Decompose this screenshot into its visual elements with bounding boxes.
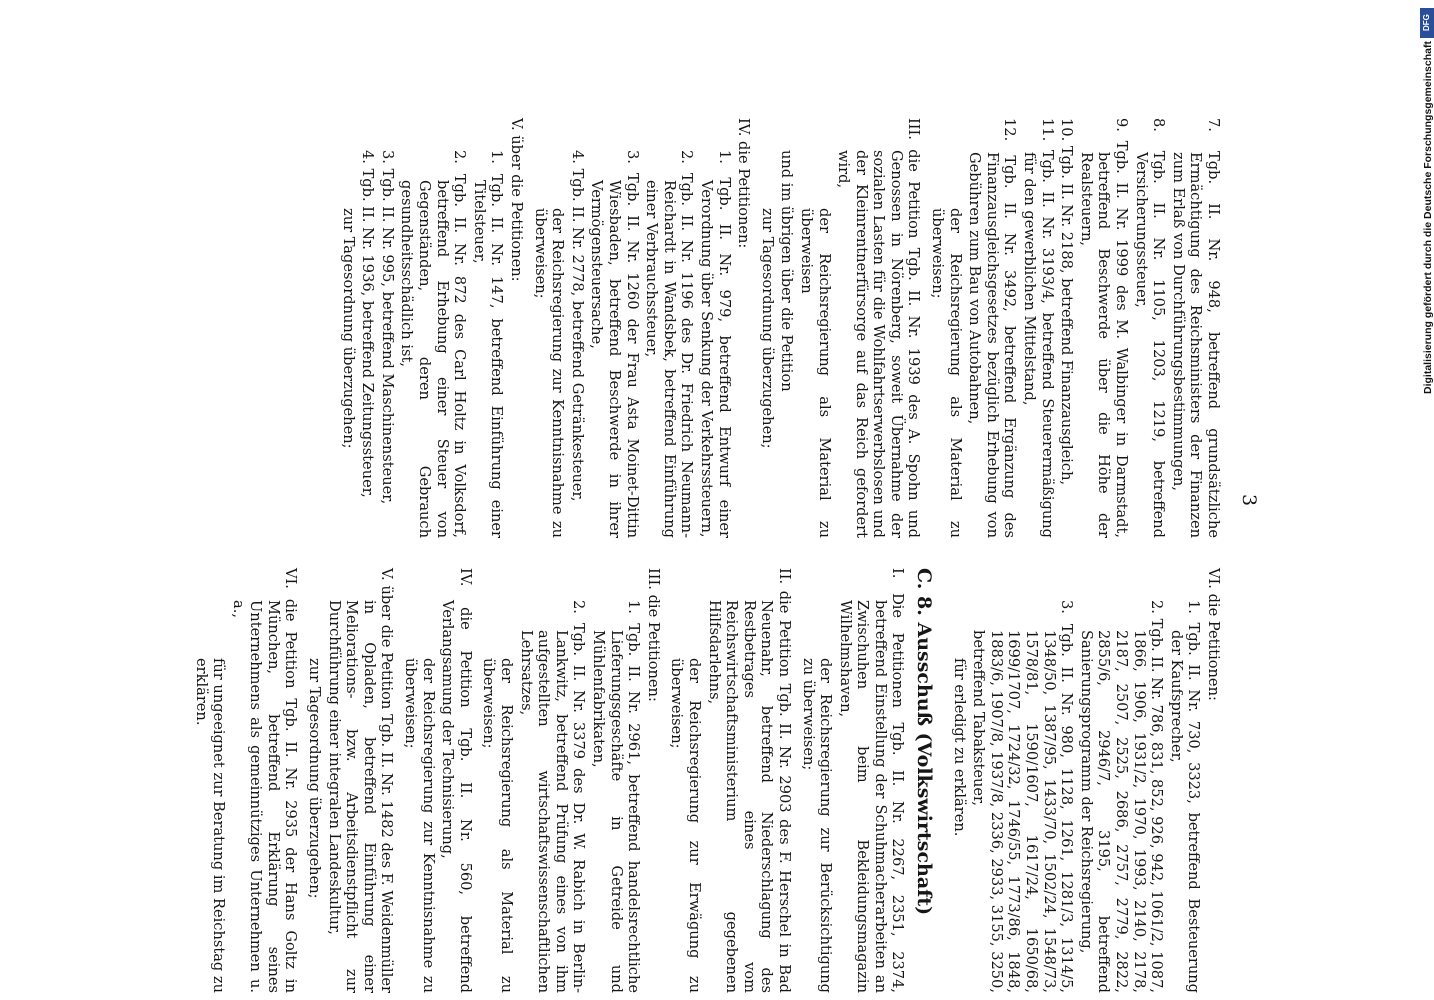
list-item: 9. Tgb. II. Nr. 1999 des M. Walbinger in Darmstadt, betreffend Beschwerde über die Höhe der Realsteuern,	[1077, 118, 1131, 539]
resolution-line: zur Tagesordnung überzugehen;	[339, 208, 357, 449]
list-item: 8. Tgb. II. Nr. 1105, 1203, 1219, betreffend Versicherungssteuer,	[1132, 118, 1168, 538]
list-item: 4. Tgb. II. Nr. 2778, betreffend Getränkesteuer,	[568, 150, 586, 502]
resolution-line: für erledigt zu erklären.	[950, 658, 968, 837]
resolution-line: für ungeeignet zur Beratung im Reichstag zu erklären.	[192, 658, 228, 993]
list-item: 2. Tgb. II. Nr. 872 des Carl Holtz in Volksdorf, betreffend Erhebung einer Steuer von Gegenständen, deren Gebrauch gesundheitsschädlich ist,	[398, 150, 469, 538]
resolution-line: zur Tagesordnung überzugehen;	[758, 208, 776, 449]
section-II: II. die Petition Tgb. II. Nr. 2903 des F. Herschel in Bad Neuenahr, betreffend Niederschlagung des Restbetrages eines vom Reichswirtschaftsministerium gegebenen Hilfsdarlehns,	[705, 568, 793, 993]
resolution-line: der Reichsregierung zur Kenntnisnahme zu überweisen;	[531, 208, 567, 538]
list-item: 1. Tgb. II. Nr. 730, 3323, betreffend Besteuerung der Kaufsprecher,	[1167, 600, 1203, 993]
section-I: I. Die Petitionen Tgb. II. Nr. 2267, 2351, 2374, betreffend Einstellung der Schuhmacherarbeiten an Zwischuhen beim Bekleidungsmagazin Wilhelmshaven,	[836, 568, 907, 994]
list-item: 7. Tgb. II. Nr. 948, betreffend grundsätzliche Ermächtigung des Reichsministers der Finanzen zum Erlaß von Durchführungsbestimmungen,	[1169, 118, 1222, 538]
right-column	[190, 568, 1222, 993]
section-IV: IV. die Petitionen:	[735, 118, 753, 249]
resolution-line: der Reichsregierung zur Erwägung zu überweisen;	[668, 658, 703, 993]
section-VI-b: VI. die Petition Tgb. II. Nr. 2935 der Hans Goltz in München, betreffend Erklärung seines Unternehmens als gemeinnütziges Unternehmen u. a.,	[229, 568, 300, 993]
dfg-logo: DFG	[1420, 8, 1434, 38]
digitization-notice: Digitalisierung gefördert durch die Deutsche Forschungsgemeinschaft	[1422, 41, 1434, 394]
list-item: 3. Tgb. II. Nr. 980, 1128, 1261, 1281/3, 1314/5, 1348/50, 1387/95, 1433/70, 1502/24, 1548/73, 1578/81, 1590/1607, 1617/24, 1650/68, 1699/1707, 1724/32, 1746/55, 1773/86, 1848, 1883/6, 1907/8, 1937/8, 2336, 2933, 3155, 3250, betreffend Tabaksteuer,	[970, 600, 1076, 994]
list-item: 11. Tgb. II. Nr. 3193/4, betreffend Steuerermäßigung für den gewerblichen Mittelstand,	[1021, 118, 1056, 538]
resolution-line: zur Tagesordnung überzugehen;	[306, 658, 324, 899]
list-item: 1. Tgb. II. Nr. 2961, betreffend handelsrechtliche Lieferungsgeschäfte in Getreide und Mühlenfabrikaten,	[590, 600, 643, 993]
section-VI: VI. die Petitionen:	[1205, 568, 1222, 701]
list-item: 1. Tgb. II. Nr. 147, betreffend Einführung einer Titelsteuer,	[470, 150, 506, 539]
section-heading: C. 8. Ausschuß (Volkswirtschaft)	[913, 568, 936, 916]
resolution-line: der Reichsregierung als Material zu überweisen	[797, 208, 833, 538]
list-item: 10. Tgb. II. Nr. 2188, betreffend Finanzausgleich,	[1058, 118, 1076, 486]
section-III: III. die Petitionen:	[644, 568, 662, 702]
resolution-line: der Reichsregierung als Material zu überweisen;	[929, 208, 964, 538]
page-number: 3	[1238, 493, 1260, 507]
left-column	[337, 118, 1222, 538]
list-item: 4. Tgb. II. Nr. 1936, betreffend Zeitungssteuer,	[359, 150, 377, 498]
list-item: 2. Tgb. II. Nr. 786, 831, 852, 926, 942, 1061/2, 1087, 1866, 1906, 1931/2, 1970, 1993, 2140, 2178, 2187, 2507, 2525, 2686, 2757, 2779, 2822, 2855/6, 2946/7, 3195, betreffend Sanierungsprogramm der Reichsregierung,	[1077, 600, 1166, 993]
text-line: und im übrigen über die Petition	[778, 150, 796, 392]
resolution-line: der Reichsregierung zur Kenntnisnahme zu überweisen;	[402, 658, 437, 993]
list-item: 2. Tgb. II. Nr. 3379 des Dr. W. Rabich in Berlin-Lankwitz, betreffend Prüfung eines von ihm aufgestellten wirtschaftswissenschaftlichen Lehrsatzes,	[517, 600, 588, 993]
section-V: V. über die Petitionen:	[508, 118, 526, 282]
list-item: 3. Tgb. II. Nr. 1260 der Frau Asta Moinet-Dittin Wiesbaden, betreffend Beschwerde in ihrer Vermögensteuersache,	[588, 150, 641, 539]
list-item: 12. Tgb. II. Nr. 3492, betreffend Ergänzung des Finanzausgleichsgesetzes bezüglich Erhebung von Gebühren zum Bau von Autobahnen,	[966, 118, 1019, 538]
resolution-line: der Reichsregierung zur Berücksichtigung zu überweisen;	[799, 658, 835, 993]
list-item: 2. Tgb. II. Nr. 1196 des Dr. Friedrich Neumann-Reichardt in Wandsbek, betreffend Einführung einer Verbrauchssteuer,	[643, 150, 696, 538]
section-III: III. die Petition Tgb. II. Nr. 1939 des A. Spohn und Genossen in Nörenberg, soweit Übernahme der sozialen Lasten für die Wohlfahrtserwerbslosen und der Kleinrentnerfürsorge auf das Reich gefordert wird,	[835, 118, 923, 538]
section-IV: IV. die Petition Tgb. II. Nr. 560, betreffend Verlangsamung der Technisierung,	[439, 568, 474, 994]
list-item: 3. Tgb. II. Nr. 995, betreffend Maschinensteuer,	[378, 150, 396, 505]
resolution-line: der Reichsregierung als Material zu überweisen;	[480, 658, 516, 993]
list-item: 1. Tgb. II. Nr. 979, betreffend Entwurf einer Verordnung über Senkung der Verkehrssteuern,	[697, 150, 733, 539]
section-V: V. über die Petition Tgb. II. Nr. 1482 des F. Weidenmüller in Opladen, betreffend Einführung einer Meliorations- bzw. Arbeitsdienstpflicht zur Durchführung einer integralen Landeskultur,	[325, 568, 396, 993]
document-page	[4, 0, 1334, 1000]
